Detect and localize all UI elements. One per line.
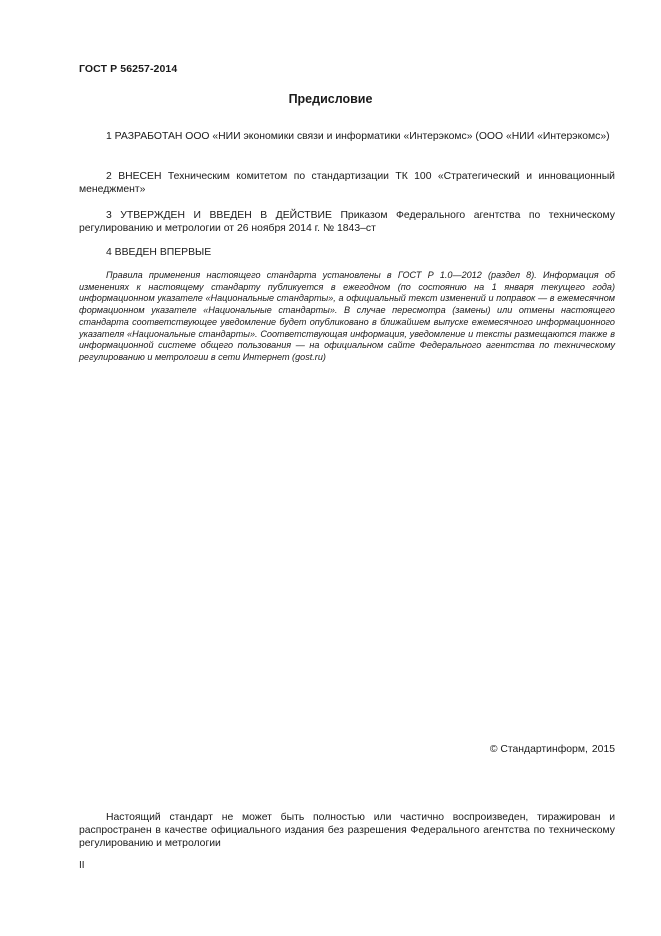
foreword-item-introduced: 2 ВНЕСЕН Техническим комитетом по стандартизации ТК 100 «Стратегический и инновационный менеджмент» [79, 171, 615, 195]
copyright-year: 2015 [591, 744, 615, 755]
copyright-holder: © Стандартинформ, [489, 744, 588, 755]
page-number: II [79, 860, 85, 871]
document-code: ГОСТ Р 56257-2014 [79, 63, 178, 75]
foreword-item-approved: 3 УТВЕРЖДЕН И ВВЕДЕН В ДЕЙСТВИЕ Приказом Федерального агентства по техническому регулированию и метрологии от 26 ноября 2014 г. № 1843–ст [79, 210, 615, 234]
reproduction-notice: Настоящий стандарт не может быть полностью или частично воспроизведен, тиражирован и распространен в качестве официального издания без разрешения Федерального агентства по техническому регулированию и метрологии [79, 812, 615, 849]
copyright-line [490, 744, 615, 755]
foreword-item-developed: 1 РАЗРАБОТАН ООО «НИИ экономики связи и информатики «Интерэкомс» (ООО «НИИ «Интерэкомс») [106, 131, 610, 142]
application-rules-note: Правила применения настоящего стандарта установлены в ГОСТ Р 1.0—2012 (раздел 8). Информация об изменениях к настоящему стандарту публикуется в ежегодном (по состоянию на 1 января текущего года) информационном указателе «Национальные стандарты», а официальный текст изменений и поправок — в ежемесячном формационном указателе «Национальные стандарты». В случае пересмотра (замены) или отмены настоящего стандарта соответствующее уведомление будет опубликовано в ближайшем выпуске ежемесячного информационного указателя «Национальные стандарты». Соответствующая информация, уведомление и тексты размещаются также в информационной системе общего пользования — на официальном сайте Федерального агентства по техническому регулированию и метрологии в сети Интернет (gost.ru) [79, 270, 615, 362]
foreword-item-first-introduced: 4 ВВЕДЕН ВПЕРВЫЕ [106, 247, 212, 258]
page-title: Предисловие [288, 92, 373, 106]
